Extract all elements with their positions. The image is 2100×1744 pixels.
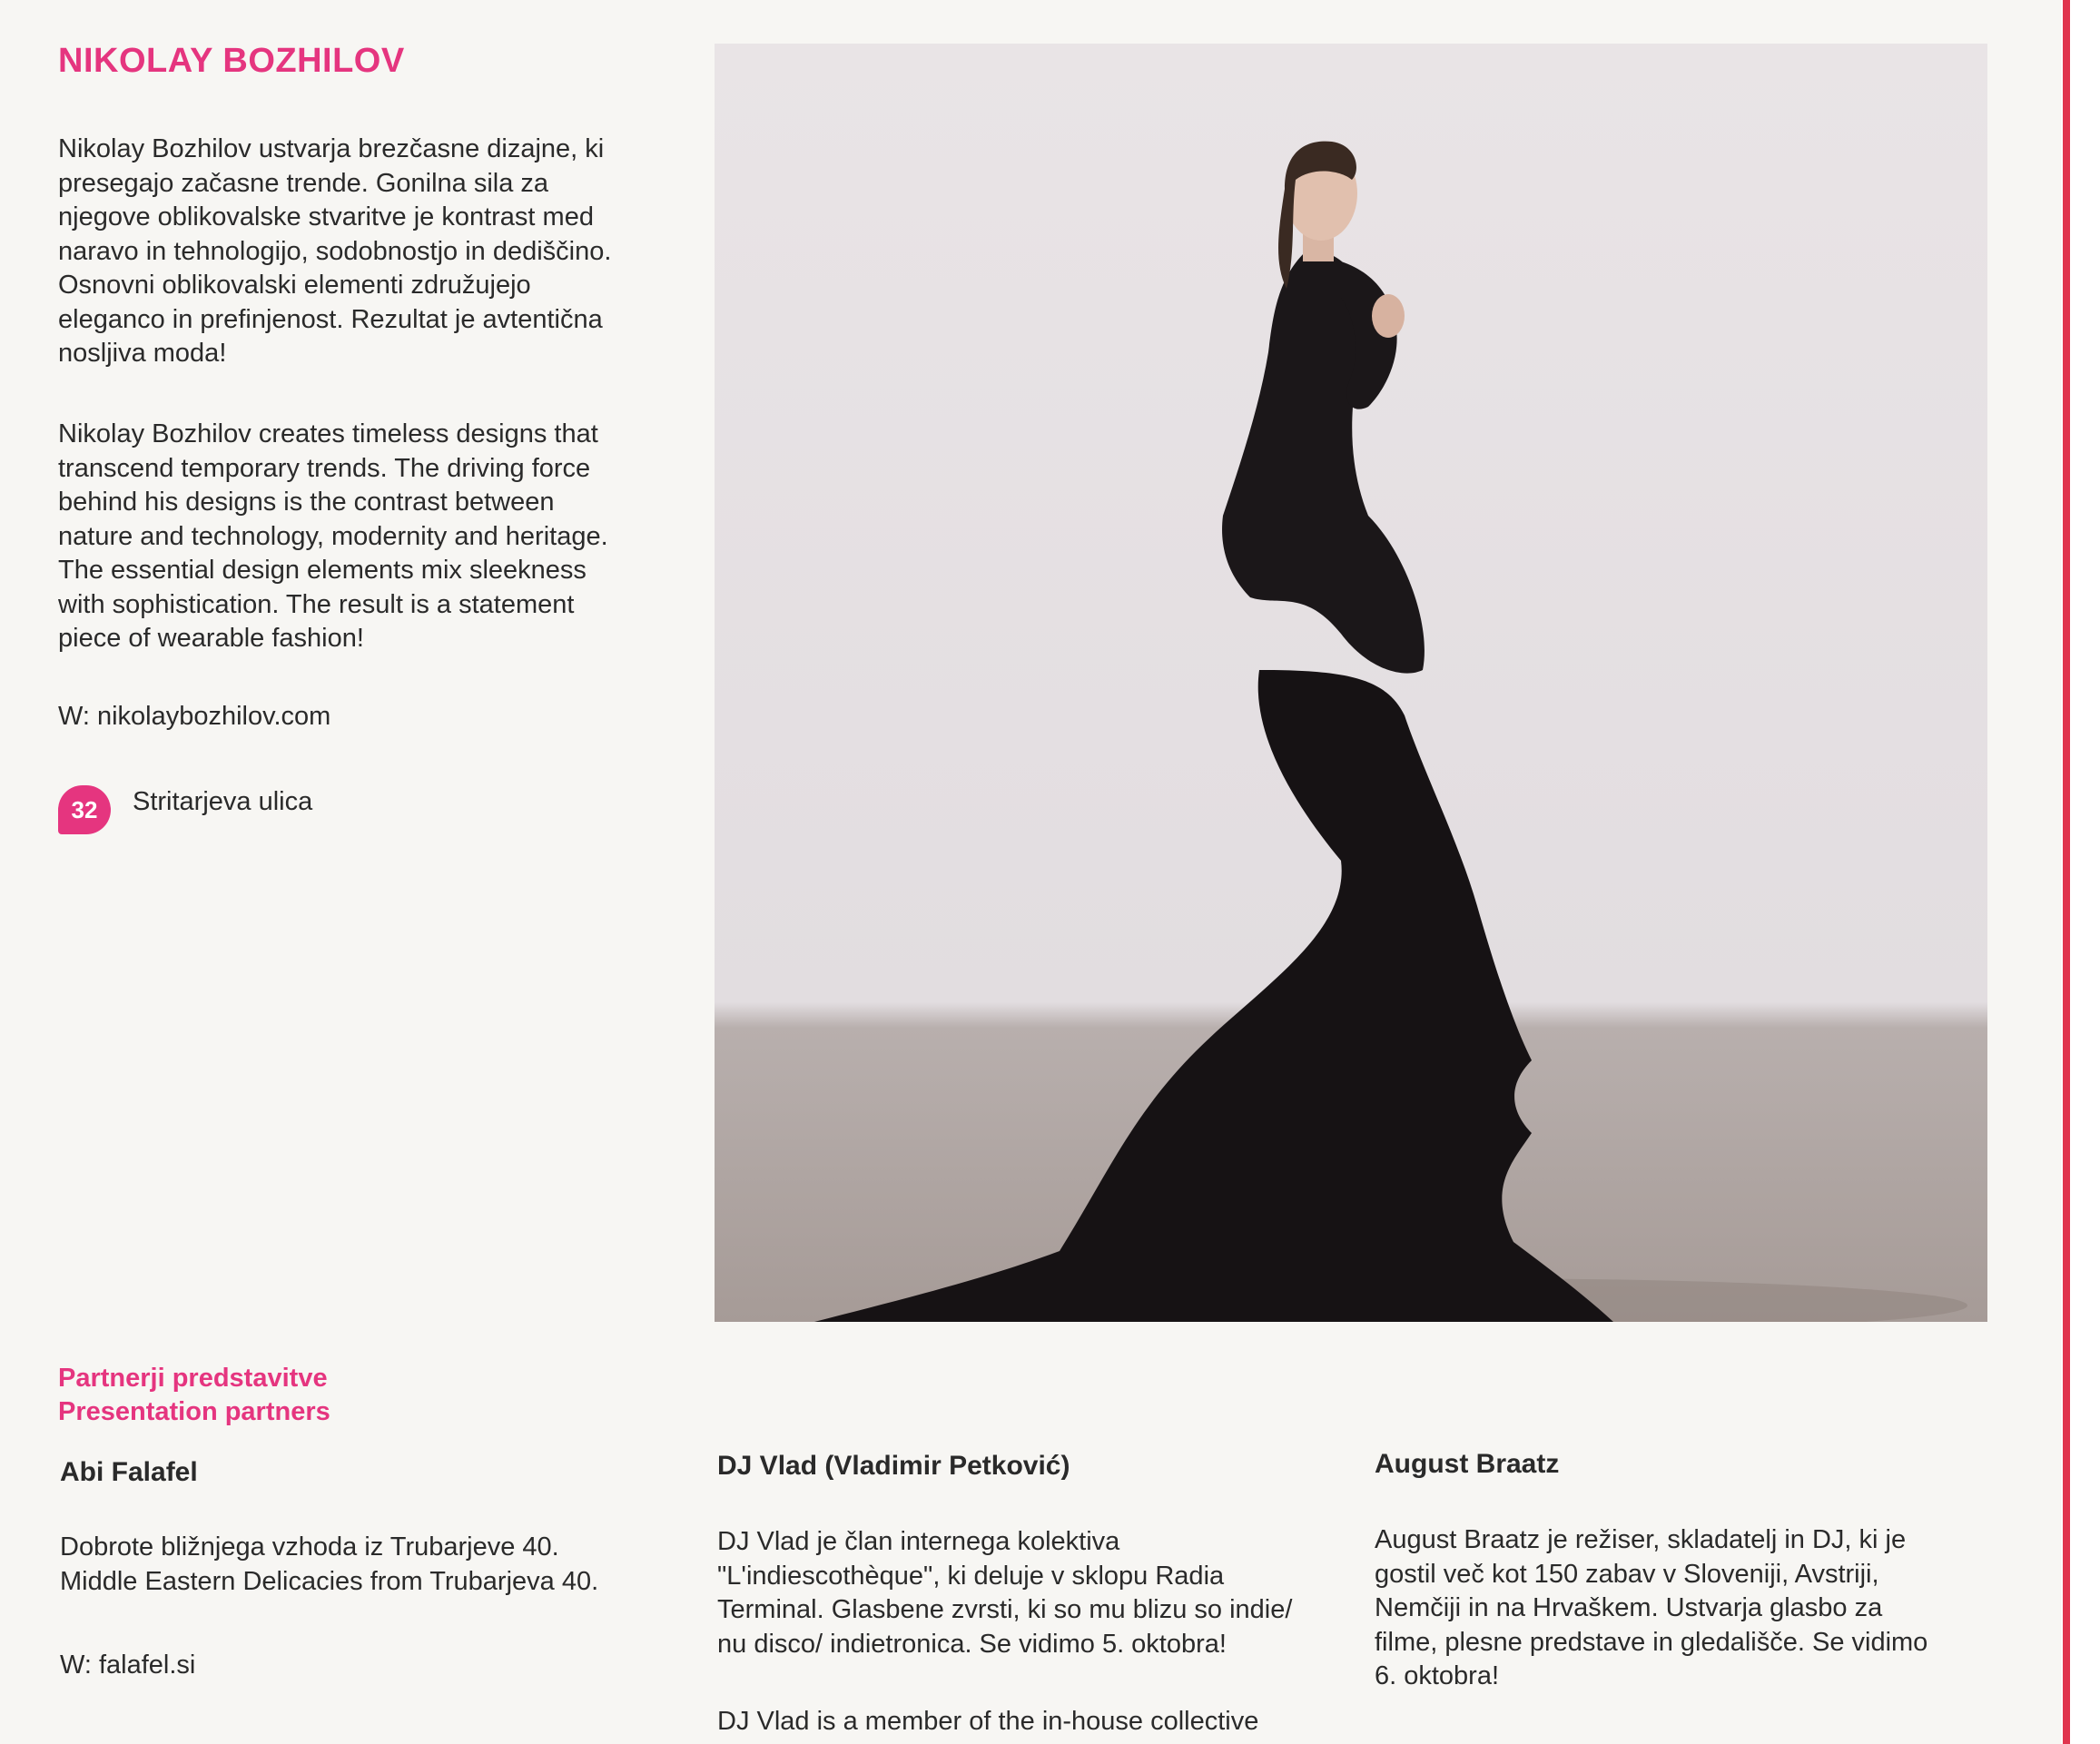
partner-djvlad-description bbox=[717, 1525, 1344, 1661]
bio-slovenian bbox=[58, 133, 694, 371]
designer-title: NIKOLAY BOZHILOV bbox=[58, 42, 405, 80]
bio-en-line: piece of wearable fashion! bbox=[58, 624, 364, 653]
partners-heading-sl: Partnerji predstavitve bbox=[58, 1364, 328, 1393]
bio-sl-line: naravo in tehnologijo, sodobnostjo in dediščino. bbox=[58, 236, 612, 266]
bio-sl-line: Osnovni oblikovalski elementi združujejo bbox=[58, 271, 531, 300]
partner-august-line: filme, plesne predstave in gledališče. Se vidimo bbox=[1375, 1627, 1928, 1657]
partner-abi-description bbox=[60, 1531, 686, 1599]
partner-abi-website[interactable]: W: falafel.si bbox=[60, 1650, 196, 1680]
partner-djvlad-line: DJ Vlad je član internega kolektiva bbox=[717, 1527, 1120, 1556]
partner-djvlad-line: Terminal. Glasbene zvrsti, ki so mu blizu so indie/ bbox=[717, 1595, 1293, 1624]
model-in-black-gown-image bbox=[715, 44, 1987, 1322]
partner-djvlad-english: DJ Vlad is a member of the in-house collective bbox=[717, 1707, 1259, 1736]
bio-en-line: behind his designs is the contrast between bbox=[58, 488, 555, 517]
partners-heading bbox=[58, 1362, 330, 1429]
location-number-badge bbox=[58, 785, 111, 834]
partner-djvlad-line: "L'indiescothèque", ki deluje v sklopu Radia bbox=[717, 1561, 1225, 1591]
partner-august-line: August Braatz je režiser, skladatelj in DJ, ki je bbox=[1375, 1525, 1907, 1554]
page-edge-accent-line bbox=[2063, 0, 2070, 1744]
bio-en-line: nature and technology, modernity and heritage. bbox=[58, 521, 608, 551]
bio-en-line: The essential design elements mix sleekness bbox=[58, 556, 587, 585]
partner-august-line: 6. oktobra! bbox=[1375, 1661, 1500, 1690]
partner-abi-name: Abi Falafel bbox=[60, 1457, 198, 1487]
partner-djvlad-line: nu disco/ indietronica. Se vidimo 5. oktobra! bbox=[717, 1629, 1227, 1659]
bio-en-line: transcend temporary trends. The driving force bbox=[58, 453, 591, 483]
page-edge bbox=[2061, 0, 2100, 1744]
partner-djvlad-name: DJ Vlad (Vladimir Petković) bbox=[717, 1451, 1070, 1481]
partners-heading-en: Presentation partners bbox=[58, 1397, 330, 1426]
bio-sl-line: njegove oblikovalske stvaritve je kontrast med bbox=[58, 202, 594, 232]
partner-abi-line: Middle Eastern Delicacies from Trubarjeva 40. bbox=[60, 1566, 599, 1596]
bio-english bbox=[58, 418, 694, 656]
fashion-photo bbox=[715, 44, 1987, 1322]
location-street: Stritarjeva ulica bbox=[133, 787, 313, 816]
partner-august-name: August Braatz bbox=[1375, 1449, 1560, 1479]
designer-website[interactable]: W: nikolaybozhilov.com bbox=[58, 702, 331, 731]
bio-sl-line: nosljiva moda! bbox=[58, 339, 227, 368]
partner-abi-line: Dobrote bližnjega vzhoda iz Trubarjeve 40. bbox=[60, 1532, 559, 1562]
bio-en-line: Nikolay Bozhilov creates timeless designs that bbox=[58, 419, 598, 448]
location-number: 32 bbox=[71, 795, 98, 823]
partner-august-line: gostil več kot 150 zabav v Sloveniji, Avstriji, bbox=[1375, 1559, 1879, 1589]
bio-sl-line: Nikolay Bozhilov ustvarja brezčasne dizajne, ki bbox=[58, 134, 605, 163]
partner-august-description bbox=[1375, 1523, 2001, 1694]
bio-sl-line: presegajo začasne trende. Gonilna sila za bbox=[58, 168, 549, 198]
partner-august-line: Nemčiji in na Hrvaškem. Ustvarja glasbo za bbox=[1375, 1593, 1883, 1622]
bio-en-line: with sophistication. The result is a statement bbox=[58, 589, 575, 619]
bio-sl-line: eleganco in prefinjenost. Rezultat je avtentična bbox=[58, 304, 603, 334]
